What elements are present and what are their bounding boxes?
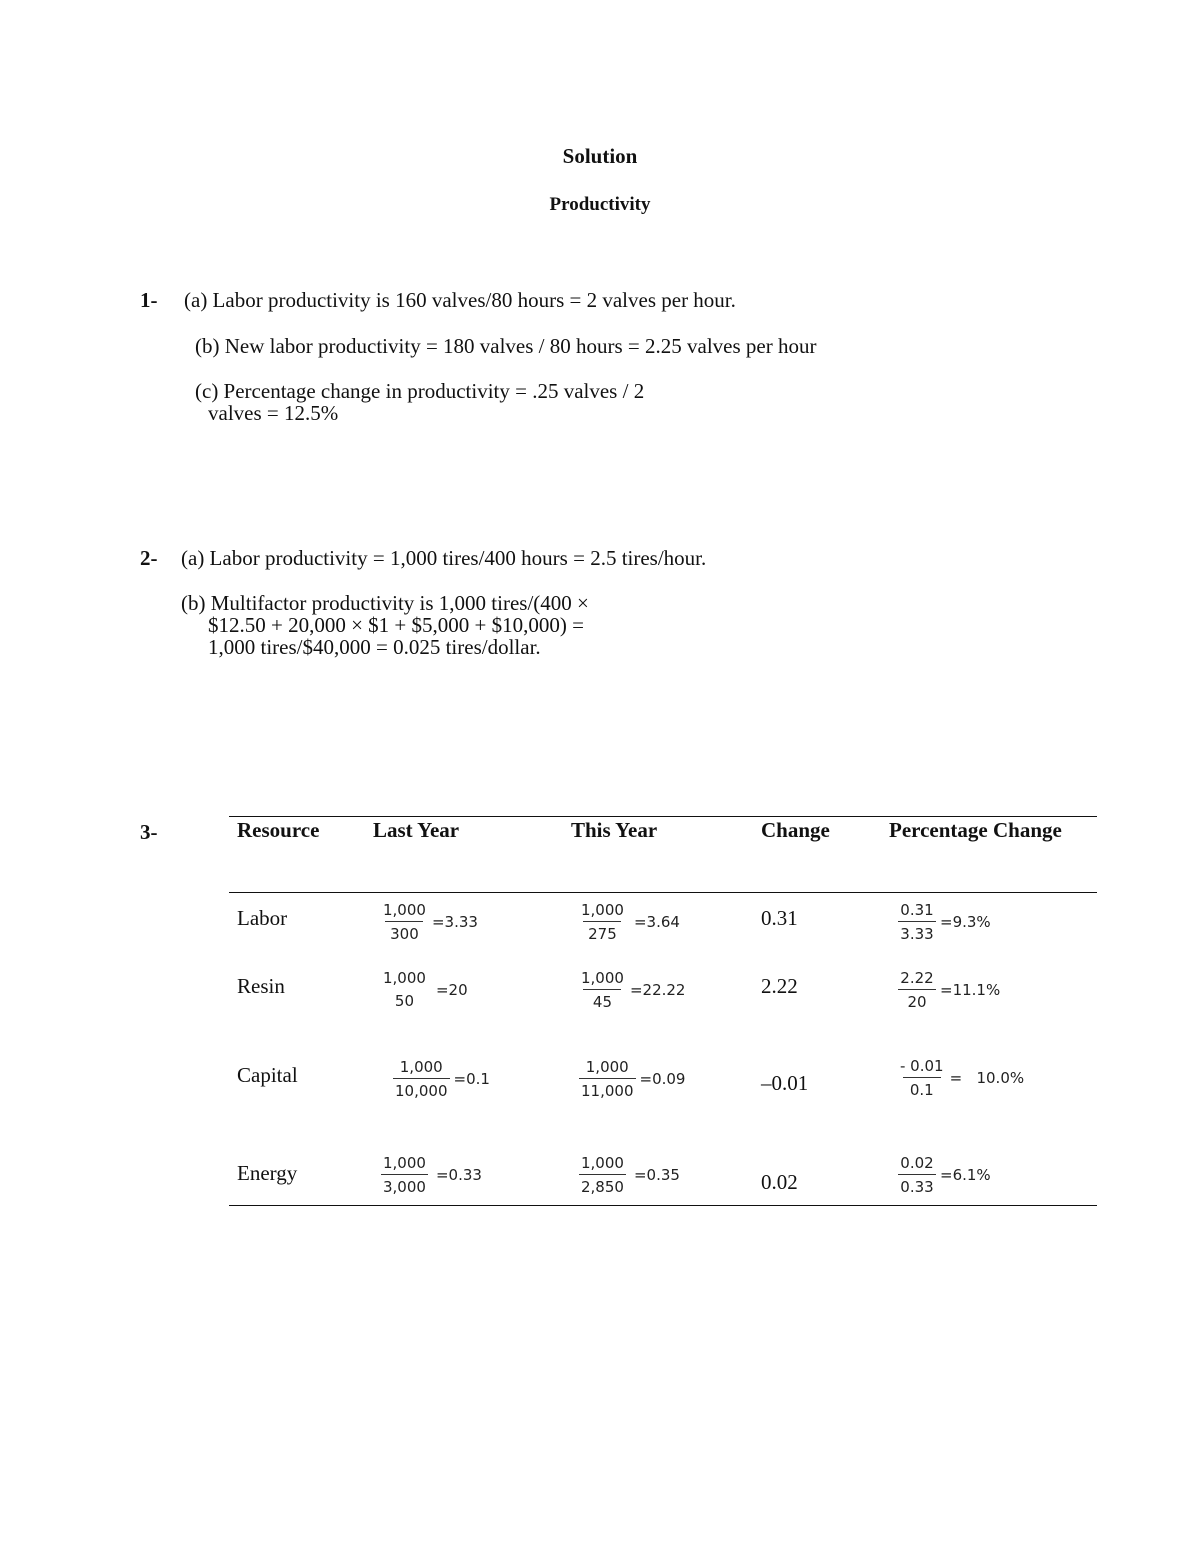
row-energy-percentage-formula — [898, 1154, 991, 1196]
fraction-numerator: 1,000 — [383, 969, 426, 987]
row-labor-percentage-formula — [898, 901, 991, 943]
row-labor-change: 0.31 — [761, 906, 798, 930]
fraction-denominator: 3,000 — [381, 1174, 428, 1196]
row-capital-last-year-formula — [393, 1058, 490, 1100]
fraction-result: =9.3% — [940, 913, 991, 931]
column-header-percentage-change: Percentage Change — [889, 818, 1062, 842]
row-resin-percentage-formula — [898, 969, 1000, 1011]
fraction-result: = 10.0% — [949, 1069, 1025, 1087]
column-header-last-year: Last Year — [373, 818, 460, 842]
fraction-result: =6.1% — [940, 1166, 991, 1184]
question-2-number: 2- — [140, 546, 158, 570]
fraction-result: =3.64 — [633, 913, 680, 931]
fraction-numerator: 1,000 — [581, 1154, 624, 1172]
row-labor-this-year-formula — [579, 901, 680, 943]
fraction-numerator: 1,000 — [581, 901, 624, 919]
q1-part-c-line2: valves = 12.5% — [208, 401, 339, 425]
row-energy-this-year-formula — [579, 1154, 680, 1196]
fraction-denominator: 0.1 — [903, 1077, 941, 1099]
fraction-denominator: 11,000 — [579, 1078, 636, 1100]
table-top-rule — [229, 816, 1097, 817]
page-subtitle: Productivity — [549, 194, 651, 215]
q1-part-a: (a) Labor productivity is 160 valves/80 hours = 2 valves per hour. — [184, 288, 736, 312]
fraction-numerator: 1,000 — [383, 901, 426, 919]
fraction-result: =20 — [435, 980, 468, 999]
question-1-number: 1- — [140, 288, 158, 312]
fraction-result: =3.33 — [431, 913, 478, 931]
q2-part-b-line3: 1,000 tires/$40,000 = 0.025 tires/dollar. — [208, 635, 541, 659]
row-energy-last-year-formula — [381, 1154, 482, 1196]
q2-part-a: (a) Labor productivity = 1,000 tires/400 hours = 2.5 tires/hour. — [181, 546, 707, 570]
fraction-result: =22.22 — [629, 981, 686, 999]
fraction-result: =0.33 — [435, 1166, 482, 1184]
row-capital-percentage-formula — [898, 1057, 1024, 1099]
row-capital-resource: Capital — [237, 1063, 298, 1087]
fraction-denominator: 300 — [385, 921, 423, 943]
row-capital-change: –0.01 — [761, 1071, 809, 1095]
page-title: Solution — [562, 144, 638, 168]
fraction-result: =0.35 — [633, 1166, 680, 1184]
column-header-resource: Resource — [237, 818, 320, 842]
row-energy-change: 0.02 — [761, 1170, 798, 1194]
fraction-numerator: 2.22 — [900, 969, 934, 987]
fraction-denominator: 0.33 — [898, 1174, 936, 1196]
table-header-rule — [229, 892, 1097, 893]
column-header-this-year: This Year — [571, 818, 658, 842]
fraction-numerator: 1,000 — [383, 1154, 426, 1172]
row-resin-resource: Resin — [237, 974, 285, 998]
row-labor-resource: Labor — [237, 906, 288, 930]
fraction-numerator: 1,000 — [399, 1058, 443, 1076]
row-resin-this-year-formula — [579, 969, 685, 1011]
table-bottom-rule — [229, 1205, 1097, 1206]
fraction-numerator: 1,000 — [581, 969, 624, 987]
row-capital-this-year-formula — [579, 1058, 685, 1100]
row-resin-change: 2.22 — [761, 974, 798, 998]
fraction-denominator: 275 — [583, 921, 621, 943]
fraction-denominator: 10,000 — [393, 1078, 450, 1100]
fraction-result: =0.1 — [453, 1070, 490, 1088]
row-resin-last-year-formula — [381, 969, 468, 1010]
fraction-numerator: 1,000 — [585, 1058, 629, 1076]
fraction-result: =11.1% — [940, 981, 1001, 999]
q2-part-b-line1: (b) Multifactor productivity is 1,000 tires/(400 × — [181, 591, 589, 615]
question-3-number: 3- — [140, 820, 158, 844]
fraction-numerator: - 0.01 — [900, 1057, 944, 1075]
column-header-change: Change — [761, 818, 830, 842]
q1-part-b: (b) New labor productivity = 180 valves / 80 hours = 2.25 valves per hour — [195, 334, 817, 358]
fraction-denominator: 45 — [583, 989, 621, 1011]
fraction-numerator: 0.02 — [900, 1154, 934, 1172]
fraction-denominator: 20 — [898, 989, 936, 1011]
fraction-denominator: 3.33 — [898, 921, 936, 943]
q1-part-c-line1: (c) Percentage change in productivity = .25 valves / 2 — [195, 379, 645, 403]
fraction-result: =0.09 — [639, 1070, 686, 1088]
row-energy-resource: Energy — [237, 1161, 298, 1185]
q2-part-b-line2: $12.50 + 20,000 × $1 + $5,000 + $10,000) = — [208, 613, 584, 637]
fraction-numerator: 0.31 — [900, 901, 934, 919]
fraction-denominator: 50 — [394, 992, 415, 1010]
fraction-denominator: 2,850 — [579, 1174, 626, 1196]
row-labor-last-year-formula — [381, 901, 478, 943]
